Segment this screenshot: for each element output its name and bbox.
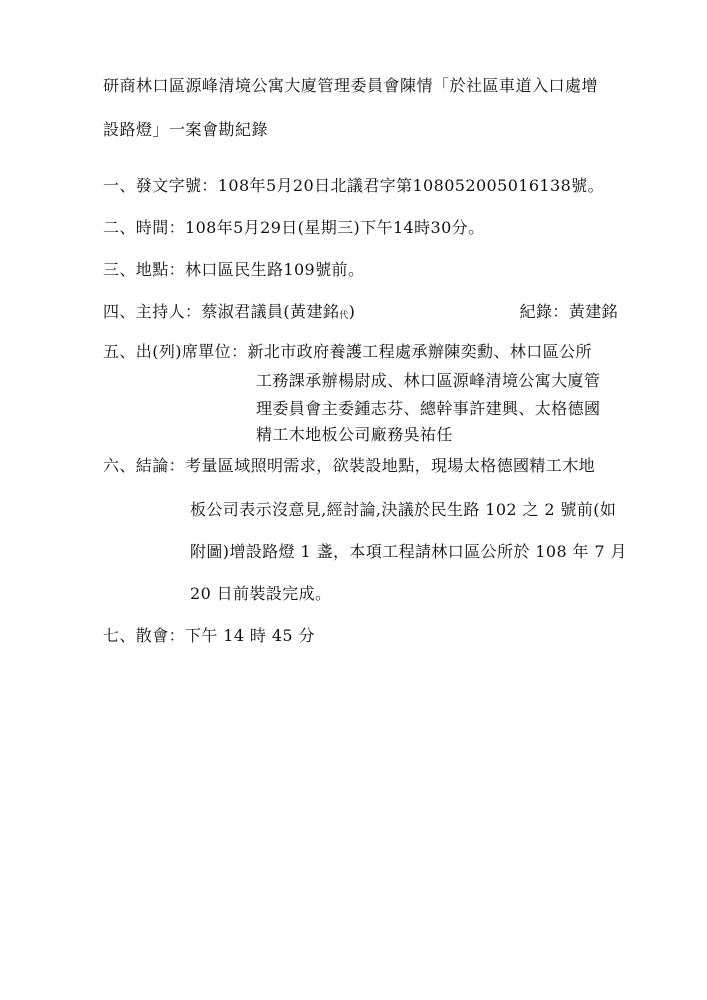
- item-conclusion-line-2: 板公司表示沒意見,經討論,決議於民生路 102 之 2 號前(如: [190, 500, 617, 519]
- document-title-line-1: 研商林口區源峰清境公寓大廈管理委員會陳情「於社區車道入口處增: [103, 76, 599, 95]
- item-conclusion-line-1: 六、結論：考量區域照明需求，欲裝設地點，現場太格德國精工木地: [103, 456, 596, 475]
- item-host-row: [103, 302, 618, 326]
- host-close-paren: ): [348, 302, 356, 321]
- host-proxy-mark: 代: [339, 311, 349, 321]
- item-location: 三、地點：林口區民生路109號前。: [103, 260, 365, 279]
- item-host: [103, 302, 355, 321]
- item-attendees-line-1: 五、出(列)席單位：新北市政府養護工程處承辦陳奕勳、林口區公所: [103, 342, 592, 361]
- item-attendees-line-3: 理委員會主委鍾志芬、總幹事許建興、太格德國: [256, 399, 601, 418]
- item-attendees-line-2: 工務課承辦楊尉成、林口區源峰清境公寓大廈管: [256, 371, 601, 390]
- host-text: 四、主持人：蔡淑君議員(黃建銘: [103, 302, 340, 321]
- item-secretary: 紀錄：黃建銘: [519, 302, 618, 321]
- item-conclusion-line-4: 20 日前裝設完成。: [190, 584, 332, 603]
- item-attendees-line-4: 精工木地板公司廠務吳祐任: [256, 425, 453, 444]
- item-document-number: 一、發文字號：108年5月20日北議君字第108052005016138號。: [103, 176, 604, 195]
- item-conclusion-line-3: 附圖)增設路燈 1 盞，本項工程請林口區公所於 108 年 7 月: [190, 542, 627, 561]
- item-adjournment: 七、散會：下午 14 時 45 分: [103, 626, 315, 645]
- item-time: 二、時間：108年5月29日(星期三)下午14時30分。: [103, 218, 485, 237]
- document-title-line-2: 設路燈」一案會勘紀錄: [103, 120, 269, 139]
